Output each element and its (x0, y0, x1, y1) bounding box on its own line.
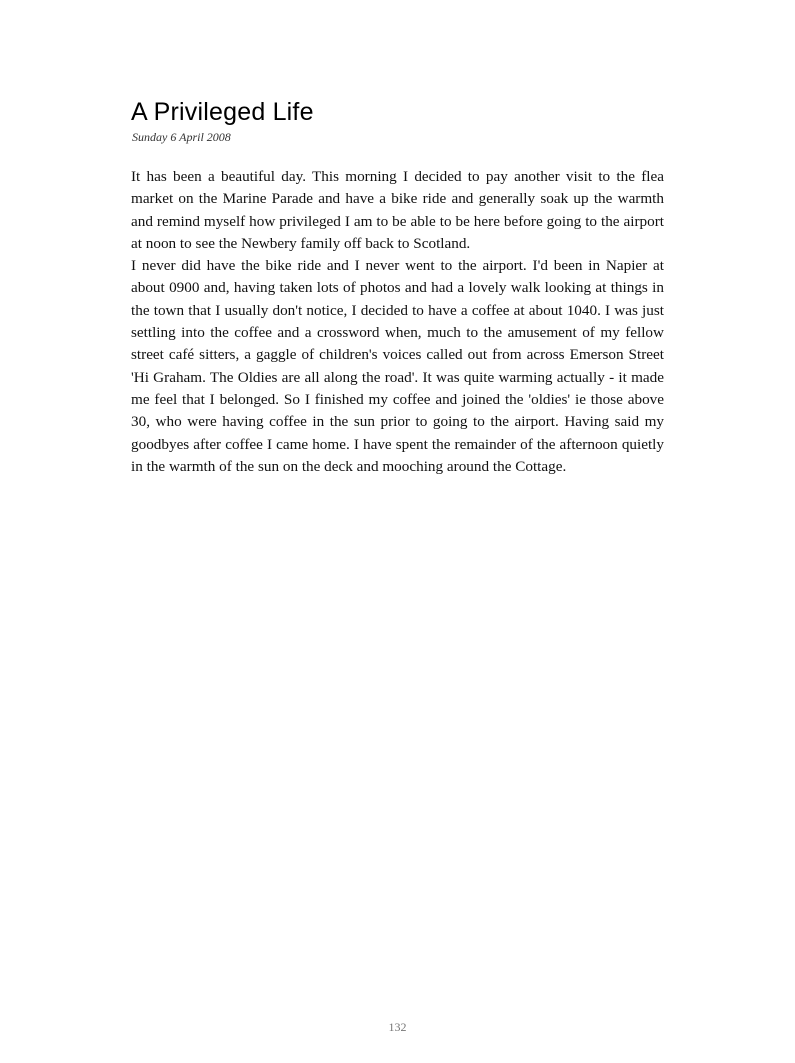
paragraph: I never did have the bike ride and I never went to the airport. I'd been in Napier at about 0900 and, having taken lots of photos and had a lovely walk looking at things in the town that I usually don't notice, I decided to have a coffee at about 1040. I was just settling into the coffee and a crossword when, much to the amusement of my fellow street café sitters, a gaggle of children's voices called out from across Emerson Street 'Hi Graham. The Oldies are all along the road'. It was quite warming actually - it made me feel that I belonged. So I finished my coffee and joined the 'oldies' ie those above 30, who were having coffee in the sun prior to going to the airport. Having said my goodbyes after coffee I came home. I have spent the remainder of the afternoon quietly in the warmth of the sun on the deck and mooching around the Cottage. (131, 257, 664, 475)
entry-date: Sunday 6 April 2008 (132, 130, 231, 144)
body-text (131, 166, 664, 478)
page-number: 132 (388, 1020, 407, 1034)
paragraph: It has been a beautiful day. This morning I decided to pay another visit to the flea market on the Marine Parade and have a bike ride and generally soak up the warmth and remind myself how privileged I am to be able to be here before going to the airport at noon to see the Newbery family off back to Scotland. (131, 168, 664, 252)
page-title: A Privileged Life (131, 98, 314, 126)
